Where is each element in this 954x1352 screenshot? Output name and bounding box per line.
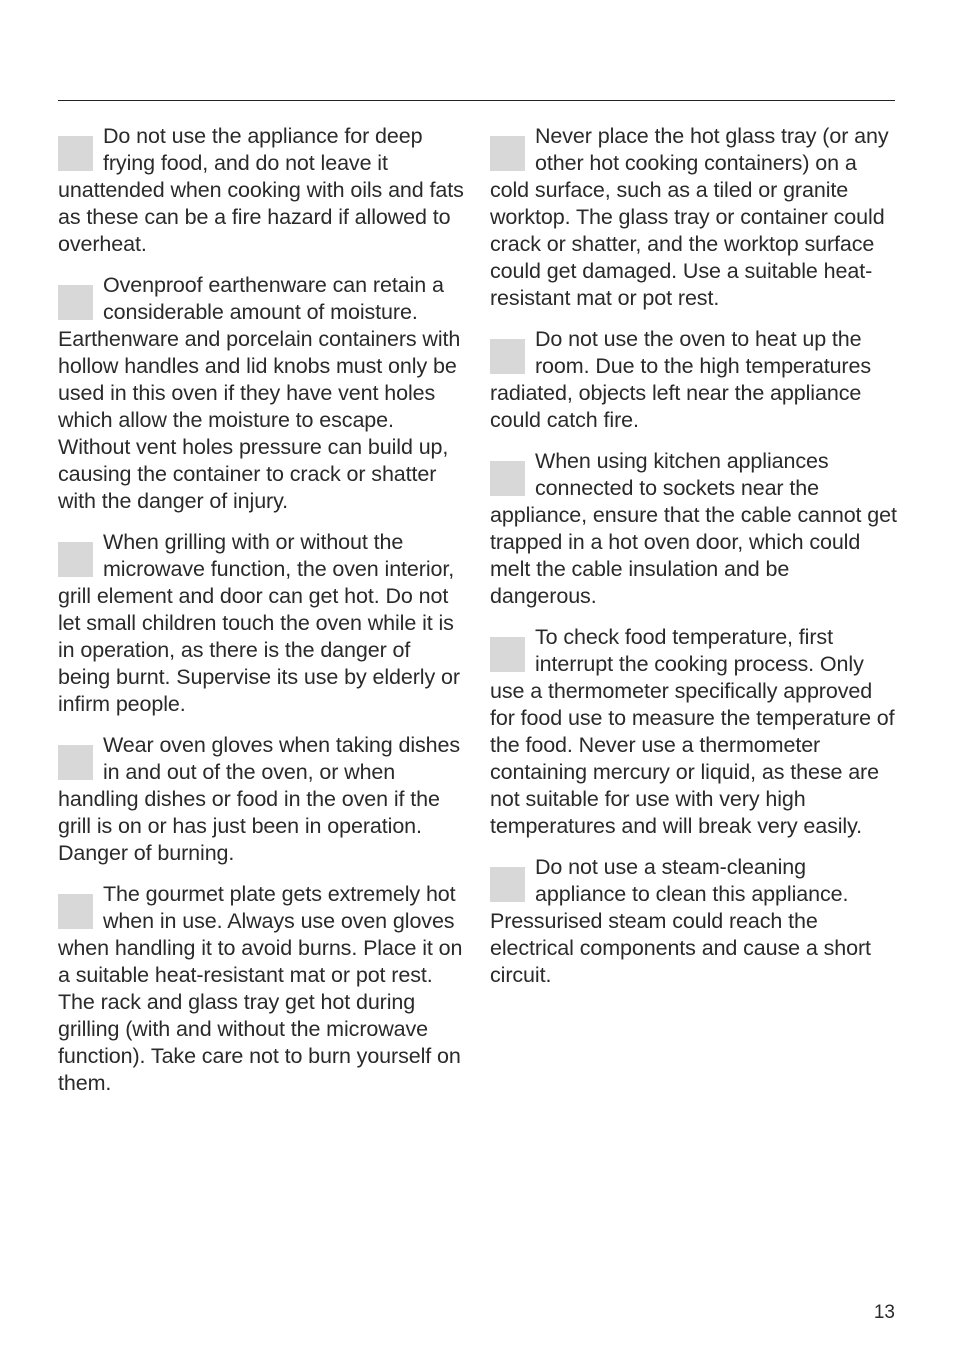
warning-paragraph xyxy=(58,732,468,867)
warning-text: Ovenproof earthenware can retain a considerable amount of moisture. Earthenware and porcelain containers with hollow handles and lid knobs must only be used in this oven if they have vent holes which allow the moisture to escape. Without vent holes pressure can build up, causing the container to crack or shatter with the danger of injury. xyxy=(58,273,461,513)
warning-paragraph xyxy=(490,854,898,989)
warning-marker-icon xyxy=(490,637,525,672)
warning-text: When using kitchen appliances connected to sockets near the appliance, ensure that the cable cannot get trapped in a hot oven door, which could melt the cable insulation and be dangerous. xyxy=(490,449,897,608)
warning-text: Do not use the oven to heat up the room. Due to the high temperatures radiated, objects left near the appliance could catch fire. xyxy=(490,327,872,432)
continuation-paragraph: The rack and glass tray get hot during grilling (with and without the microwave function). Take care not to burn yourself on them. xyxy=(58,990,461,1095)
warning-paragraph xyxy=(58,529,468,718)
warning-marker-icon xyxy=(58,894,93,929)
left-column xyxy=(58,123,468,1111)
warning-marker-icon xyxy=(490,461,525,496)
warning-paragraph xyxy=(58,881,468,989)
warning-marker-icon xyxy=(58,542,93,577)
warning-text: Do not use the appliance for deep frying food, and do not leave it unattended when cooking with oils and fats as these can be a fire hazard if allowed to overheat. xyxy=(58,124,464,256)
warning-text: To check food temperature, first interrupt the cooking process. Only use a thermometer specifically approved for food use to measure the temperature of the food. Never use a thermometer containing mercury or liquid, as these are not suitable for use with very high temperatures and will break very easily. xyxy=(490,625,895,838)
warning-text: When grilling with or without the microwave function, the oven interior, grill element and door can get hot. Do not let small children touch the oven while it is in operation, as there is the danger of being burnt. Supervise its use by elderly or infirm people. xyxy=(58,530,460,716)
warning-marker-icon xyxy=(58,285,93,320)
warning-marker-icon xyxy=(58,136,93,171)
warning-paragraph xyxy=(58,272,468,515)
warning-text: Wear oven gloves when taking dishes in and out of the oven, or when handling dishes or food in the oven if the grill is on or has just been in operation. Danger of burning. xyxy=(58,733,461,865)
warning-text: Do not use a steam-cleaning appliance to clean this appliance. Pressurised steam could reach the electrical components and cause a short circuit. xyxy=(490,855,871,987)
warning-paragraph xyxy=(490,326,898,434)
warning-marker-icon xyxy=(490,339,525,374)
warning-text: The gourmet plate gets extremely hot when in use. Always use oven gloves when handling it to avoid burns. Place it on a suitable heat-resistant mat or pot rest. xyxy=(58,882,463,987)
right-column xyxy=(490,123,898,1003)
warning-marker-icon xyxy=(490,136,525,171)
warning-marker-icon xyxy=(58,745,93,780)
page-number: 13 xyxy=(873,1302,895,1323)
warning-paragraph xyxy=(58,123,468,258)
warning-paragraph xyxy=(490,448,898,610)
warning-paragraph xyxy=(490,123,898,312)
warning-marker-icon xyxy=(490,867,525,902)
warning-text: Never place the hot glass tray (or any other hot cooking containers) on a cold surface, such as a tiled or granite worktop. The glass tray or container could crack or shatter, and the worktop surface could get damaged. Use a suitable heat-resistant mat or pot rest. xyxy=(490,124,889,310)
header-rule xyxy=(58,100,895,101)
warning-paragraph xyxy=(490,624,898,840)
